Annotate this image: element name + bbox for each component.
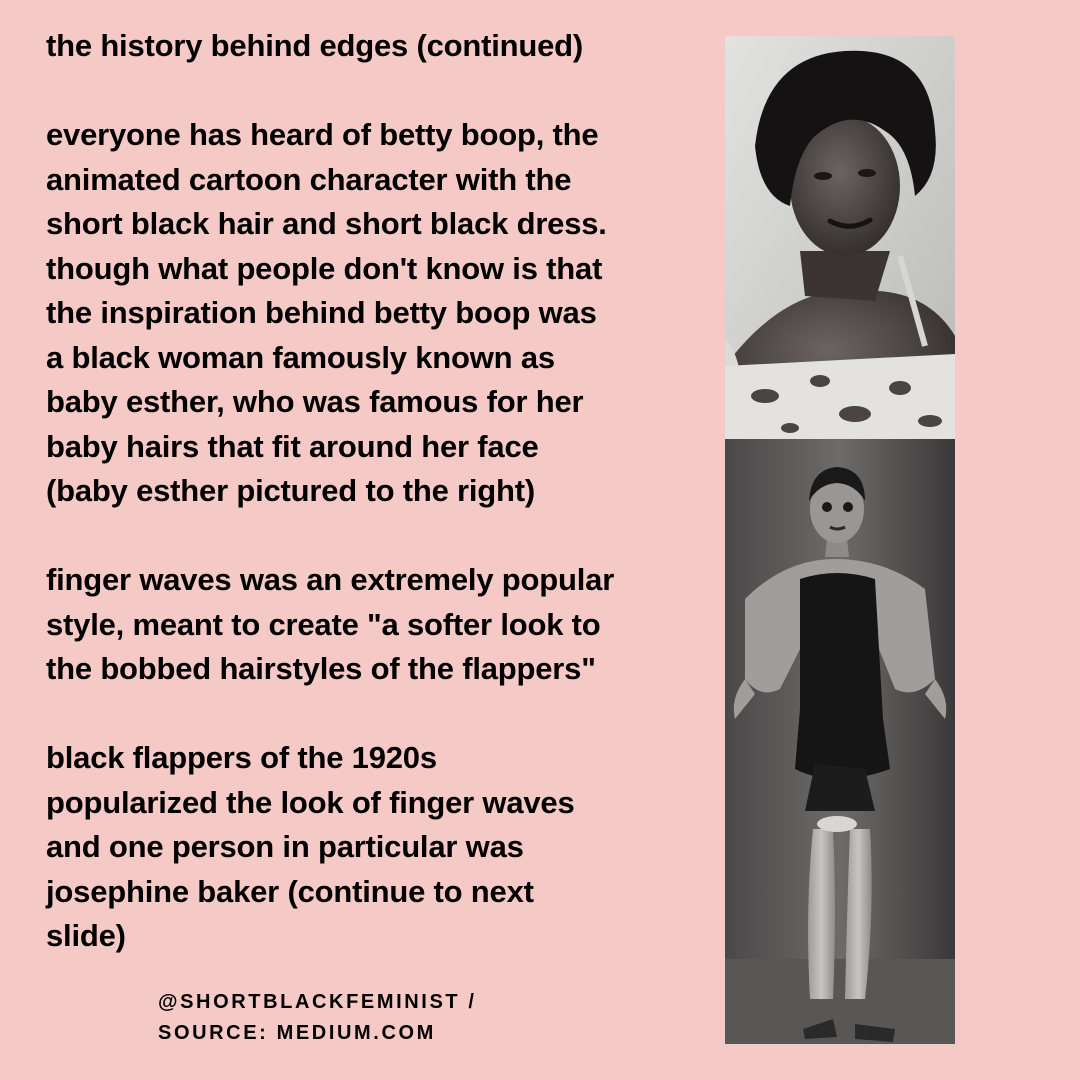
source-credit: [158, 987, 477, 1049]
photo-column: [725, 36, 955, 1044]
text-line: and one person in particular was: [46, 829, 524, 864]
text-line: animated cartoon character with the: [46, 161, 572, 197]
text-line: style, meant to create "a softer look to: [46, 606, 601, 642]
portrait-photo-top: [725, 36, 955, 439]
credit-handle: @SHORTBLACKFEMINIST /: [158, 991, 477, 1013]
text-line: the bobbed hairstyles of the flappers": [46, 651, 596, 686]
text-line: short black hair and short black dress.: [46, 206, 607, 241]
text-line: though what people don't know is that: [46, 250, 603, 286]
text-column: [46, 24, 711, 959]
credit-source: SOURCE: MEDIUM.COM: [158, 1022, 436, 1044]
text-line: everyone has heard of betty boop, the: [46, 117, 599, 152]
text-line: finger waves was an extremely popular: [46, 562, 615, 597]
paragraph-flappers: [46, 736, 711, 959]
text-line: a black woman famously known as: [46, 339, 555, 375]
paragraph-finger-waves: [46, 558, 711, 692]
text-line: popularized the look of finger waves: [46, 784, 575, 820]
text-line: baby esther, who was famous for her: [46, 384, 584, 419]
slide-title: the history behind edges (continued): [46, 28, 584, 63]
portrait-photo-bottom: [725, 439, 955, 1044]
text-line: black flappers of the 1920s: [46, 740, 437, 775]
text-line: slide): [46, 918, 126, 953]
text-line: the inspiration behind betty boop was: [46, 295, 597, 330]
paragraph-betty-boop: [46, 113, 711, 514]
text-line: josephine baker (continue to next: [46, 873, 534, 909]
text-line: (baby esther pictured to the right): [46, 473, 536, 508]
text-line: baby hairs that fit around her face: [46, 428, 539, 464]
